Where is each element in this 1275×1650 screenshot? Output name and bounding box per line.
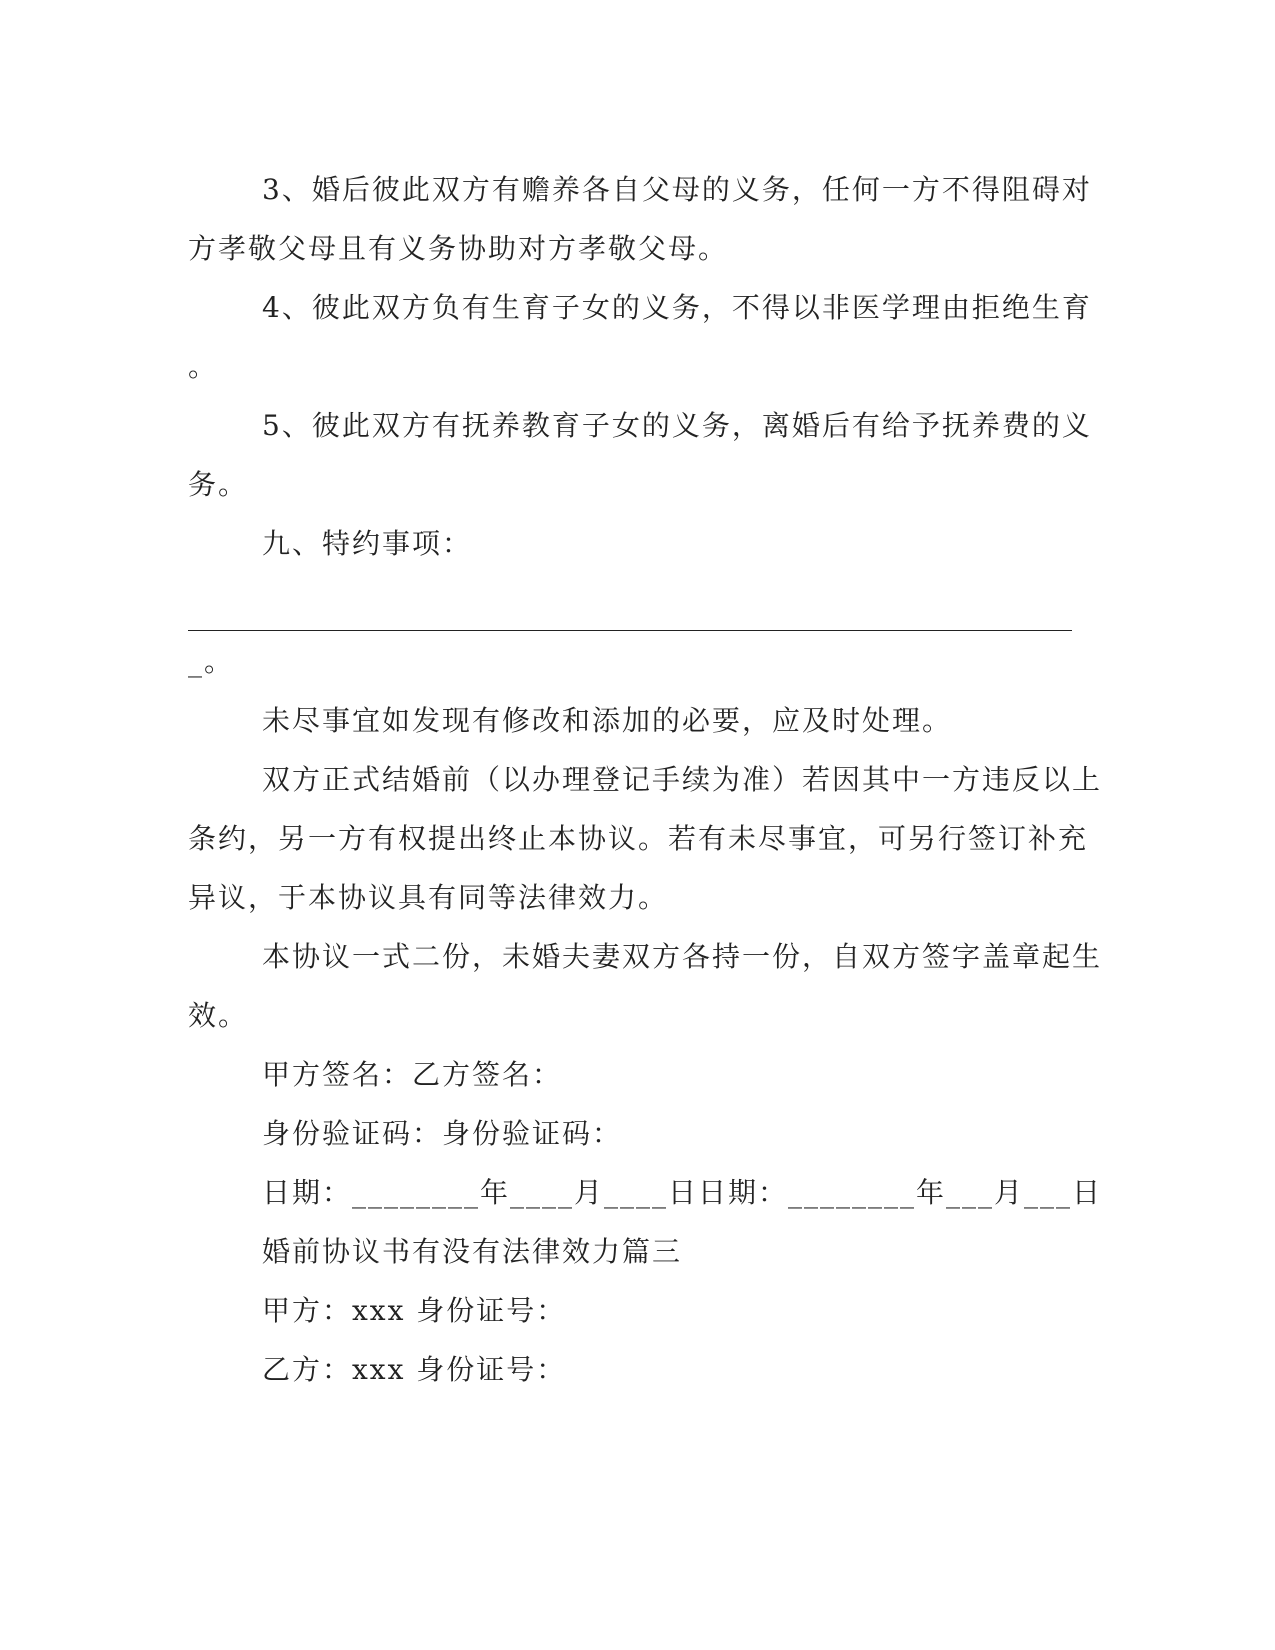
unresolved-matters-paragraph: 未尽事宜如发现有修改和添加的必要，应及时处理。 — [262, 704, 953, 737]
termination-line-1: 双方正式结婚前（以办理登记手续为准）若因其中一方违反以上 — [262, 763, 1103, 796]
clause-4-line-1: 4、彼此双方负有生育子女的义务，不得以非医学理由拒绝生育 — [262, 291, 1092, 324]
copies-line-1: 本协议一式二份，未婚夫妻双方各持一份，自双方签字盖章起生 — [262, 940, 1103, 973]
party-a-line: 甲方：xxx 身份证号： — [262, 1294, 567, 1327]
clause-3-line-1: 3、婚后彼此双方有赡养各自父母的义务，任何一方不得阻碍对 — [262, 173, 1092, 206]
clause-5-line-1: 5、彼此双方有抚养教育子女的义务，离婚后有给予抚养费的义 — [262, 409, 1092, 442]
clause-4-line-2: 。 — [188, 350, 219, 383]
termination-line-3: 异议，于本协议具有同等法律效力。 — [188, 881, 669, 914]
section-title-part-3: 婚前协议书有没有法律效力篇三 — [262, 1235, 683, 1268]
clause-5-line-2: 务。 — [188, 468, 249, 501]
date-line: 日期：________年____月____日日期：________年___月___日 — [262, 1176, 1103, 1209]
termination-line-2: 条约，另一方有权提出终止本协议。若有未尽事宜，可另行签订补充 — [188, 822, 1089, 855]
special-terms-blank-line — [188, 630, 1072, 631]
copies-line-2: 效。 — [188, 999, 249, 1032]
signature-line: 甲方签名：乙方签名： — [262, 1058, 563, 1091]
section-9-heading: 九、特约事项： — [262, 527, 473, 560]
special-terms-blank-end: _。 — [188, 645, 235, 678]
id-code-line: 身份验证码：身份验证码： — [262, 1117, 623, 1150]
party-b-line: 乙方：xxx 身份证号： — [262, 1353, 567, 1386]
clause-3-line-2: 方孝敬父母且有义务协助对方孝敬父母。 — [188, 232, 729, 265]
